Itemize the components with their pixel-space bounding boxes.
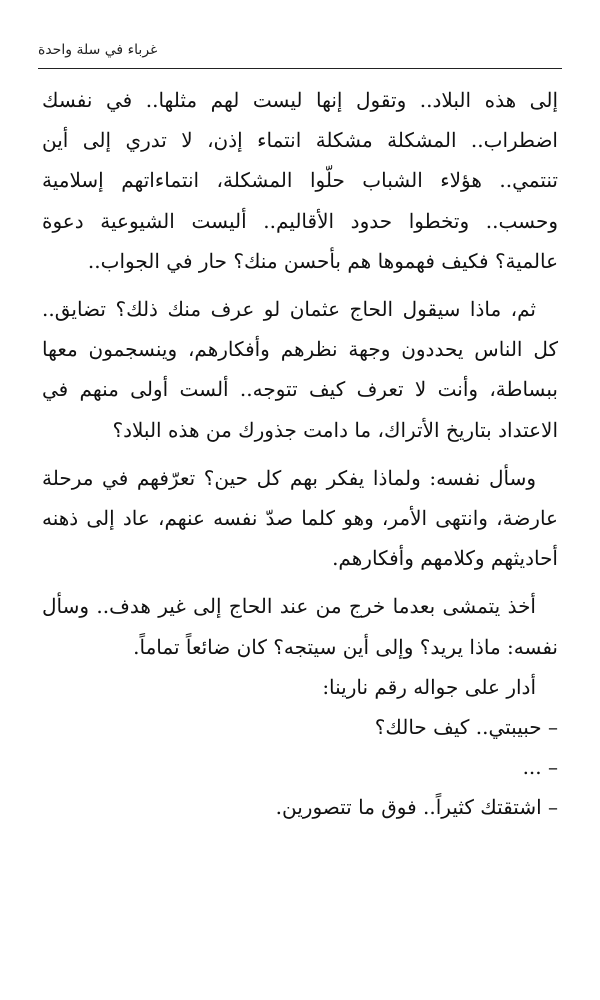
running-header (38, 38, 562, 69)
body-text (42, 80, 558, 828)
book-title: غرباء في سلة واحدة (38, 42, 158, 58)
paragraph: وسأل نفسه: ولماذا يفكر بهم كل حين؟ تعرّفهم في مرحلة عارضة، وانتهى الأمر، وهو كلما صدّ نفسه عنهم، عاد إلى ذهنه أحاديثهم وكلامهم وأفكارهم. (42, 465, 558, 571)
dialogue-line: – حبيبتي.. كيف حالك؟ (374, 715, 558, 740)
paragraph: إلى هذه البلاد.. وتقول إنها ليست لهم مثلها.. في نفسك اضطراب.. المشكلة مشكلة انتماء إذن، لا تدري إلى أين تنتمي.. هؤلاء الشباب حلّوا المشكلة، انتماءاتهم إسلامية وحسب.. وتخطوا حدود الأقاليم.. أليست الشيوعية دعوة عالمية؟ فكيف فهموها هم بأحسن منك؟ حار في الجواب.. (42, 88, 558, 273)
paragraph: أخذ يتمشى بعدما خرج من عند الحاج إلى غير هدف.. وسأل نفسه: ماذا يريد؟ وإلى أين سيتجه؟ كان ضائعاً تماماً. (42, 594, 558, 659)
dialogue-line: – اشتقتك كثيراً.. فوق ما تتصورين. (275, 795, 558, 820)
paragraph: أدار على جواله رقم نارينا: (322, 674, 536, 699)
paragraph: ثم، ماذا سيقول الحاج عثمان لو عرف منك ذلك؟ تضايق.. كل الناس يحددون وجهة نظرهم وأفكارهم، وينسجمون معها ببساطة، وأنت لا تعرف كيف تتوجه.. ألست أولى منهم في الاعتداد بتاريخ الأتراك، ما دامت جذورك من هذه البلاد؟ (42, 297, 558, 442)
dialogue-line: – ... (522, 755, 558, 780)
